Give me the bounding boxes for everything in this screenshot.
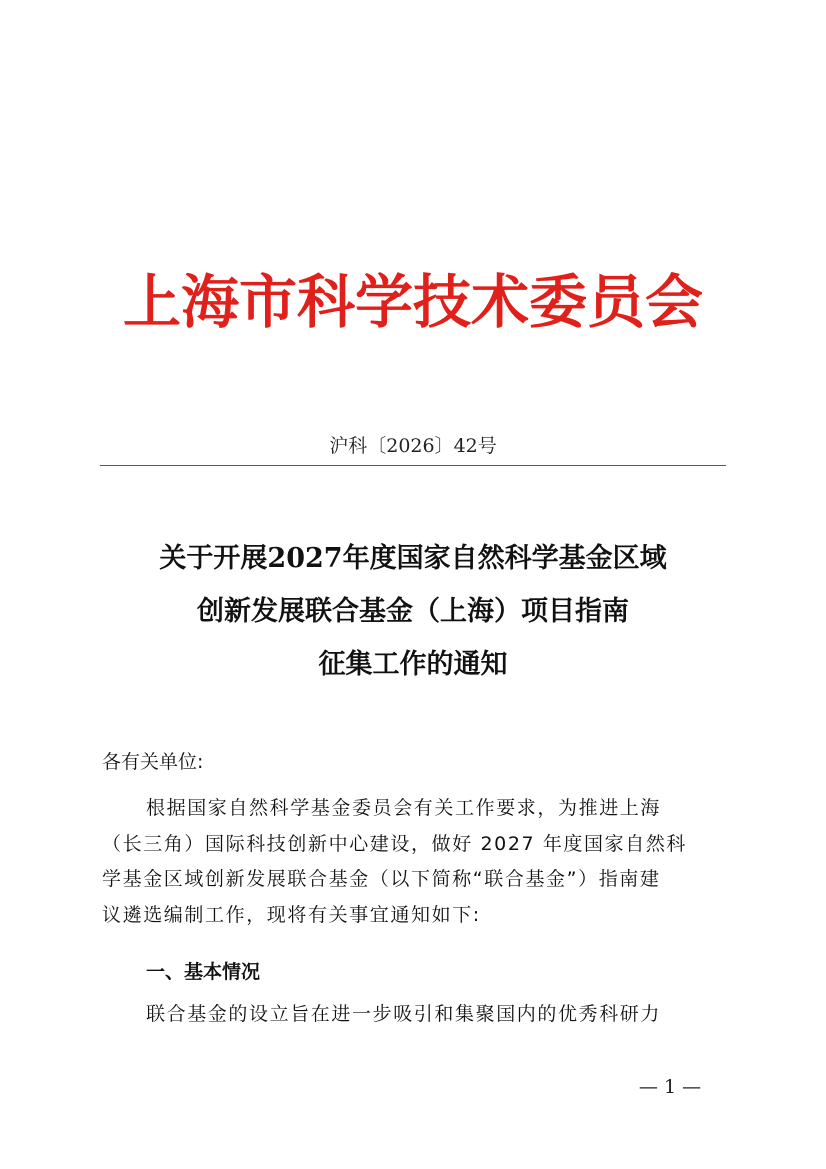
title-line-1: 关于开展2027年度国家自然科学基金区域	[159, 543, 667, 574]
notice-title	[60, 532, 766, 691]
title-line-3: 征集工作的通知	[318, 649, 508, 680]
paragraph-1-line: 根据国家自然科学基金委员会有关工作要求，为推进上海	[146, 797, 662, 819]
paragraph-1-line: 学基金区域创新发展联合基金（以下简称“联合基金”）指南建	[102, 868, 661, 890]
section-heading-basic-info: 一、基本情况	[146, 961, 261, 983]
paragraph-1	[102, 791, 724, 933]
paragraph-2: 联合基金的设立旨在进一步吸引和集聚国内的优秀科研力	[146, 1003, 662, 1025]
document-number: 沪科〔2026〕42号	[329, 435, 497, 457]
salutation: 各有关单位:	[102, 751, 204, 773]
page-number: — 1 —	[638, 1076, 702, 1098]
issuing-organization: 上海市科学技术委员会	[122, 268, 703, 336]
paragraph-1-line: 议遴选编制工作，现将有关事宜通知如下:	[102, 903, 481, 926]
paragraph-1-line: （长三角）国际科技创新中心建设，做好 2027 年度国家自然科	[102, 832, 688, 855]
title-line-2: 创新发展联合基金（上海）项目指南	[197, 596, 629, 627]
red-divider-line	[100, 465, 726, 466]
